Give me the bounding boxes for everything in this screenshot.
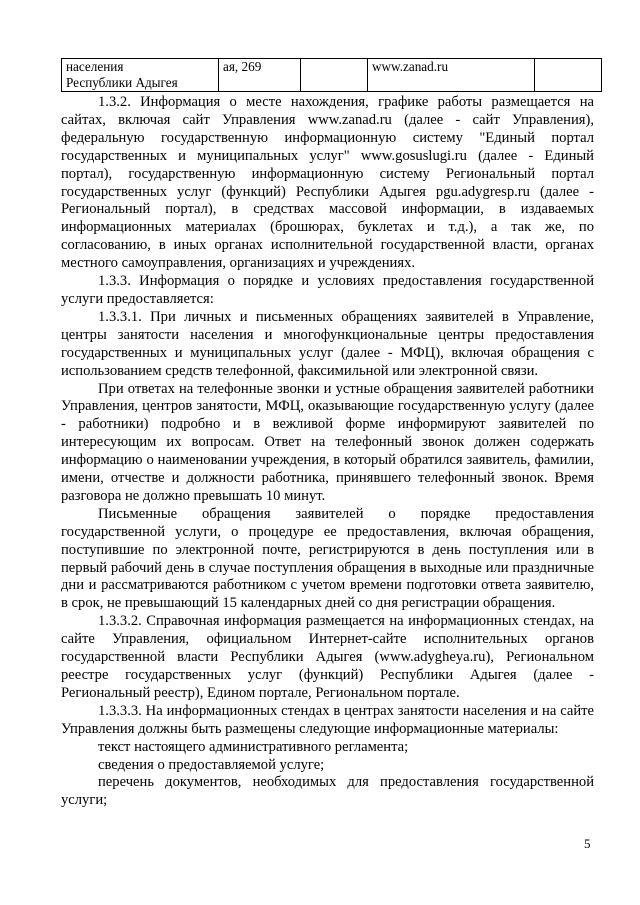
table-fragment bbox=[61, 58, 602, 92]
table-cell: ая, 269 bbox=[219, 59, 301, 92]
paragraph-1-3-3: 1.3.3. Информация о порядке и условиях предоставления государственной услуги предоставляется: bbox=[61, 273, 594, 307]
paragraph-written-requests: Письменные обращения заявителей о порядке предоставления государственной услуги, о процедуре ее предоставления, включая обращения, поступившие по электронной почте, регистрируются в день поступления или в первый рабочий день в случае поступления обращения в выходные или праздничные дни и рассматриваются работником с учетом времени подготовки ответа заявителю, в срок, не превышающий 15 календарных дней со дня регистрации обращения. bbox=[61, 505, 594, 612]
list-item: текст настоящего административного регламента; bbox=[98, 738, 409, 755]
list-item: перечень документов, необходимых для предоставления государственной услуги; bbox=[61, 774, 594, 809]
cell-line: населения bbox=[66, 59, 124, 74]
list-item: сведения о предоставляемой услуге; bbox=[98, 756, 325, 773]
page-number: 5 bbox=[584, 836, 591, 851]
paragraph-1-3-3-2: 1.3.3.2. Справочная информация размещается на информационных стендах, на сайте Управления, официальном Интернет-сайте исполнительных органов государственной власти Республики Адыгея (www.adygheya.ru), Региональном реестре государственных услуг (функций) Республики Адыгея (далее - Региональный реестр), Едином портале, Региональном портале. bbox=[61, 613, 594, 701]
paragraph-phone-answers: При ответах на телефонные звонки и устные обращения заявителей работники Управления, центров занятости, МФЦ, оказывающие государственную услугу (далее - работники) подробно и в вежливой форме информируют заявителей по интересующим их вопросам. Ответ на телефонный звонок должен содержать информацию о наименовании учреждения, в который обратился заявитель, фамилии, имени, отчестве и должности работника, принявшего телефонный звонок. Время разговора не должно превышать 10 минут. bbox=[61, 380, 594, 504]
table-cell bbox=[62, 59, 219, 92]
document-body bbox=[61, 94, 594, 810]
paragraph-1-3-3-1: 1.3.3.1. При личных и письменных обращениях заявителей в Управление, центры занятости населения и многофункциональные центры предоставления государственных и муниципальных услуг (далее - МФЦ), включая обращения с использованием средств телефонной, факсимильной или электронной связи. bbox=[61, 308, 594, 379]
table-cell bbox=[301, 59, 368, 92]
table-cell: www.zanad.ru bbox=[368, 59, 535, 92]
paragraph-1-3-3-3: 1.3.3.3. На информационных стендах в центрах занятости населения и на сайте Управления должны быть размещены следующие информационные материалы: bbox=[61, 702, 594, 737]
table-cell bbox=[535, 59, 602, 92]
table-row bbox=[62, 59, 602, 92]
paragraph-1-3-2: 1.3.2. Информация о месте нахождения, графике работы размещается на сайтах, включая сайт Управления www.zanad.ru (далее - сайт Управления), федеральную государственную информационную систему "Единый портал государственных и муниципальных услуг" www.gosuslugi.ru (далее - Единый портал), государственную информационную систему Региональный портал государственных услуг (функций) Республики Адыгея pgu.adygresp.ru (далее - Региональный портал), в средствах массовой информации, в издаваемых информационных материалах (брошюрах, буклетах и т.д.), а так же, по согласованию, в иных органах исполнительной государственной власти, органах местного самоуправления, организациях и учреждениях. bbox=[61, 94, 594, 272]
cell-line: Республики Адыгея bbox=[66, 75, 178, 90]
